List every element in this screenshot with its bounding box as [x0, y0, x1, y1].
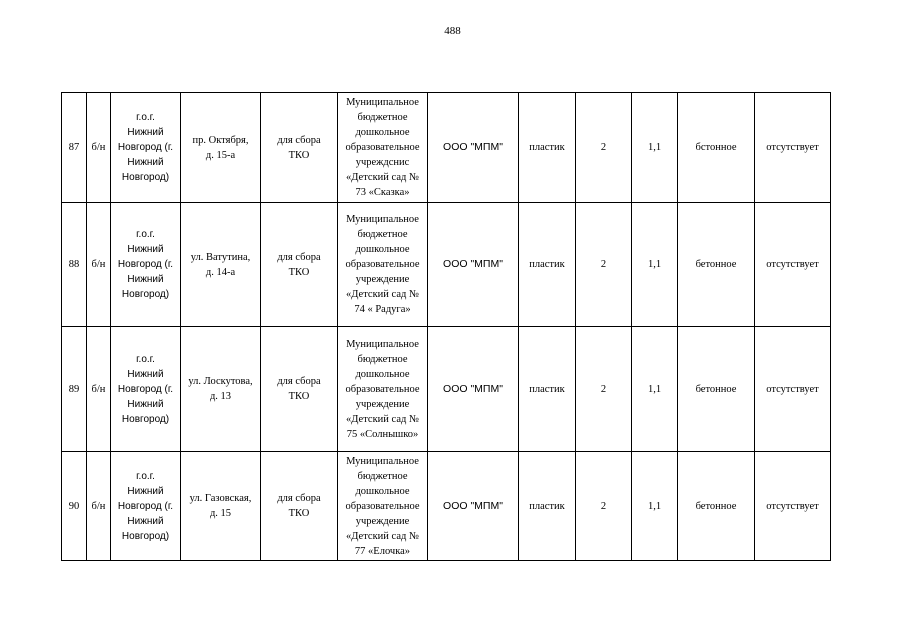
row-number-cell: 87	[62, 93, 87, 203]
district-cell: г.о.г. Нижний Новгород (г. Нижний Новгород)	[111, 93, 181, 203]
row-number-cell: 89	[62, 327, 87, 452]
document-cell: б/н	[87, 93, 111, 203]
surface-cell: бетонное	[678, 452, 755, 561]
fence-cell: отсутствует	[755, 452, 831, 561]
address-cell: ул. Лоскутова, д. 13	[181, 327, 261, 452]
row-number-cell: 90	[62, 452, 87, 561]
waste-sites-table	[61, 92, 831, 561]
operator-cell: ООО "МПМ"	[428, 452, 519, 561]
page-number: 488	[444, 25, 461, 37]
fence-cell: отсутствует	[755, 203, 831, 327]
table-row	[62, 93, 831, 203]
material-cell: пластик	[519, 452, 576, 561]
owner-cell: Муниципальное бюджетное дошкольное образовательное учреждснис «Детский сад № 73 «Сказка»	[338, 93, 428, 203]
owner-cell: Муниципальное бюджетное дошкольное образовательное учреждение «Детский сад № 74 « Радуга»	[338, 203, 428, 327]
table-row	[62, 327, 831, 452]
document-cell: б/н	[87, 452, 111, 561]
operator-cell: ООО "МПМ"	[428, 93, 519, 203]
container-count-cell: 2	[576, 327, 632, 452]
container-count-cell: 2	[576, 452, 632, 561]
document-cell: б/н	[87, 203, 111, 327]
purpose-cell: для сбора ТКО	[261, 203, 338, 327]
fence-cell: отсутствует	[755, 327, 831, 452]
material-cell: пластик	[519, 93, 576, 203]
container-volume-cell: 1,1	[632, 203, 678, 327]
address-cell: ул. Газовская, д. 15	[181, 452, 261, 561]
operator-cell: ООО "МПМ"	[428, 327, 519, 452]
container-volume-cell: 1,1	[632, 452, 678, 561]
address-cell: ул. Ватутина, д. 14-а	[181, 203, 261, 327]
address-cell: пр. Октября, д. 15-а	[181, 93, 261, 203]
container-count-cell: 2	[576, 203, 632, 327]
container-volume-cell: 1,1	[632, 327, 678, 452]
purpose-cell: для сбора ТКО	[261, 327, 338, 452]
owner-cell: Муниципальное бюджетное дошкольное образовательное учреждение «Детский сад № 77 «Елочка»	[338, 452, 428, 561]
table-row	[62, 203, 831, 327]
document-cell: б/н	[87, 327, 111, 452]
purpose-cell: для сбора ТКО	[261, 93, 338, 203]
container-volume-cell: 1,1	[632, 93, 678, 203]
fence-cell: отсутствует	[755, 93, 831, 203]
material-cell: пластик	[519, 203, 576, 327]
row-number-cell: 88	[62, 203, 87, 327]
district-cell: г.о.г. Нижний Новгород (г. Нижний Новгород)	[111, 327, 181, 452]
purpose-cell: для сбора ТКО	[261, 452, 338, 561]
container-count-cell: 2	[576, 93, 632, 203]
district-cell: г.о.г. Нижний Новгород (г. Нижний Новгород)	[111, 452, 181, 561]
surface-cell: бетонное	[678, 203, 755, 327]
operator-cell: ООО "МПМ"	[428, 203, 519, 327]
material-cell: пластик	[519, 327, 576, 452]
surface-cell: бстонное	[678, 93, 755, 203]
surface-cell: бетонное	[678, 327, 755, 452]
owner-cell: Муниципальное бюджетное дошкольное образовательное учреждение «Детский сад № 75 «Солнышко»	[338, 327, 428, 452]
table-row	[62, 452, 831, 561]
district-cell: г.о.г. Нижний Новгород (г. Нижний Новгород)	[111, 203, 181, 327]
